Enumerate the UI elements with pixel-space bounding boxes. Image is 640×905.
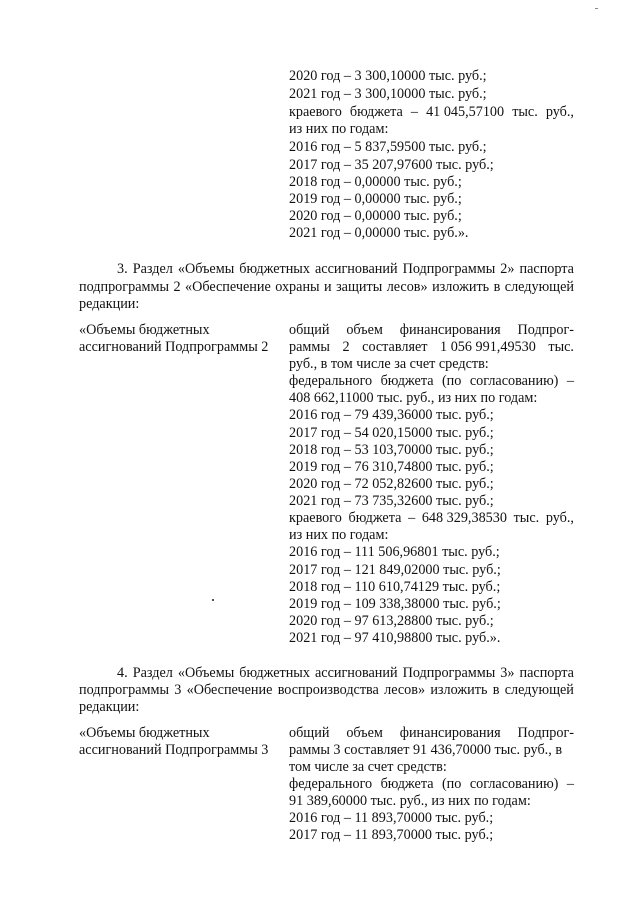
word: общий [289,322,330,338]
paragraph-line [79,279,574,296]
list-item: 2018 год – 0,00000 тыс. руб.; [289,174,462,190]
list-item: 2018 год – 53 103,70000 тыс. руб.; [289,442,494,458]
paragraph-line [117,665,574,682]
list-item: 2016 год – 79 439,36000 тыс. руб.; [289,407,494,423]
list-item: 2021 год – 97 410,98800 тыс. руб.». [289,630,501,646]
list-item: 2020 год – 72 052,82600 тыс. руб.; [289,476,494,492]
word: изложить [432,279,490,295]
word: 2 [173,279,181,295]
scan-dot [212,599,214,601]
word: Раздел [132,261,173,277]
table-left-label: ассигнований Подпрограммы 3 [79,742,269,758]
word: 2 [342,339,350,355]
word: федерального [289,373,373,389]
word: лесов» [384,682,426,698]
word: ассигнований [314,665,398,681]
list-item: 2021 год – 73 735,32600 тыс. руб.; [289,493,494,509]
word: финансирования [399,322,501,338]
table-right-line [289,339,574,356]
word: – [566,776,574,792]
word: Подпрограммы [402,261,496,277]
word: 3. [117,261,128,277]
word: согласованию) [469,776,559,792]
paragraph-line [79,682,574,699]
list-item: 2021 год – 0,00000 тыс. руб.». [289,225,469,241]
regional-budget-line [289,510,574,527]
word: – [566,373,574,389]
word: бюджетных [239,665,310,681]
word: «Объемы [177,261,235,277]
word: «Обеспечение [186,682,273,698]
word: бюджетных [239,261,310,277]
word: финансирования [399,725,501,741]
regional-budget-line [289,104,574,121]
list-item: 2020 год – 0,00000 тыс. руб.; [289,208,462,224]
list-item: из них по годам: [289,121,389,137]
word: «Объемы [177,665,235,681]
list-item: 2019 год – 0,00000 тыс. руб.; [289,191,462,207]
word: объем [346,725,383,741]
word: в [493,279,501,295]
word: подпрограммы [79,279,169,295]
word: в [492,682,500,698]
table-left-label: «Объемы бюджетных [79,725,210,741]
word: следующей [504,682,574,698]
word: следующей [504,279,574,295]
list-item: 2019 год – 76 310,74800 тыс. руб.; [289,459,494,475]
table-right-line [289,373,574,390]
word: бюджета [349,104,403,120]
list-item: 2017 год – 35 207,97600 тыс. руб.; [289,157,494,173]
paragraph-line [117,261,574,278]
word: руб., [545,104,574,120]
table-right-line [289,322,574,339]
page-mark [595,8,598,9]
word: краевого [289,104,342,120]
word: «Обеспечение [184,279,271,295]
table-right-line: том числе за счет средств: [289,759,447,775]
word: 2» [500,261,515,277]
list-item: 2021 год – 3 300,10000 тыс. руб.; [289,86,487,102]
word: раммы [289,339,330,355]
word: воспроизводства [277,682,379,698]
list-item: 2020 год – 3 300,10000 тыс. руб.; [289,68,487,84]
word: – [408,510,416,526]
word: 3» [500,665,515,681]
word: подпрограммы [79,682,169,698]
word: тыс. [512,104,538,120]
word: изложить [430,682,488,698]
table-right-line: раммы 3 составляет 91 436,70000 тыс. руб., в [289,742,563,758]
list-item: 2018 год – 110 610,74129 тыс. руб.; [289,579,501,595]
table-right-line: из них по годам: [289,527,389,543]
paragraph-line: редакции: [79,296,140,312]
word: Подпрог- [517,725,574,741]
list-item: 2016 год – 111 506,96801 тыс. руб.; [289,544,500,560]
list-item: 2016 год – 5 837,59500 тыс. руб.; [289,139,487,155]
word: тыс. [513,510,540,526]
table-right-line [289,776,574,793]
table-left-label: ассигнований Подпрограммы 2 [79,339,269,355]
word: 4. [117,665,128,681]
word: и [324,279,332,295]
word: общий [289,725,330,741]
table-right-line: 91 389,60000 тыс. руб., из них по годам: [289,793,531,809]
table-right-line: 408 662,11000 тыс. руб., из них по годам: [289,390,538,406]
word: Раздел [132,665,173,681]
word: федерального [289,776,373,792]
word: 41 045,57100 [426,104,505,120]
table-right-line: руб., в том числе за счет средств: [289,356,489,372]
word: бюджета [380,776,434,792]
word: Подпрограммы [402,665,496,681]
word: охраны [275,279,320,295]
word: объем [346,322,383,338]
word: тыс. [548,339,574,355]
word: руб., [545,510,574,526]
word: лесов» [386,279,428,295]
word: защиты [336,279,383,295]
list-item: 2017 год – 121 849,02000 тыс. руб.; [289,562,501,578]
word: 3 [174,682,182,698]
word: паспорта [519,261,574,277]
word: (по [441,776,462,792]
list-item: 2017 год – 11 893,70000 тыс. руб.; [289,827,494,843]
list-item: 2017 год – 54 020,15000 тыс. руб.; [289,425,494,441]
list-item: 2020 год – 97 613,28800 тыс. руб.; [289,613,494,629]
word: краевого [289,510,342,526]
paragraph-line: редакции: [79,699,140,715]
word: ассигнований [314,261,398,277]
table-right-line [289,725,574,742]
word: согласованию) [469,373,559,389]
word: Подпрог- [517,322,574,338]
word: (по [441,373,462,389]
word: паспорта [519,665,574,681]
word: бюджета [380,373,434,389]
table-left-label: «Объемы бюджетных [79,322,210,338]
word: составляет [362,339,428,355]
list-item: 2019 год – 109 338,38000 тыс. руб.; [289,596,501,612]
word: бюджета [348,510,402,526]
word: 648 329,38530 [421,510,507,526]
word: 1 056 991,49530 [440,339,536,355]
word: – [410,104,418,120]
list-item: 2016 год – 11 893,70000 тыс. руб.; [289,810,494,826]
